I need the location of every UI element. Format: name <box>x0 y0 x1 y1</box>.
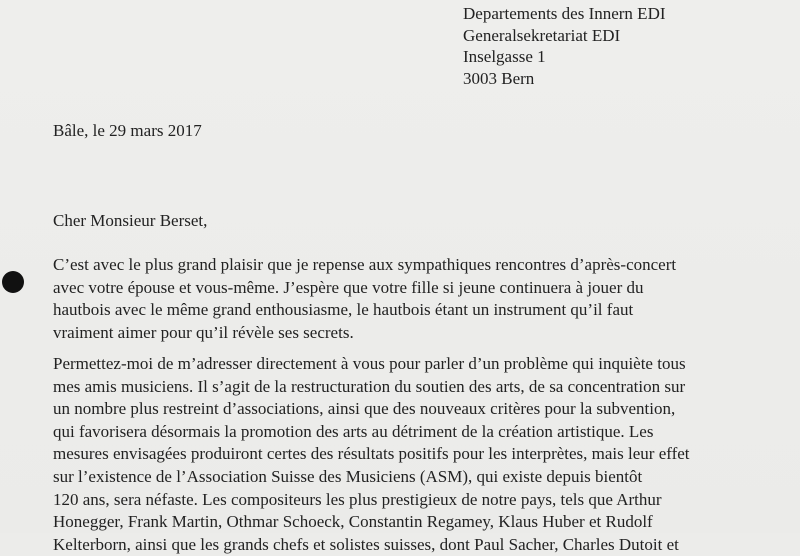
paragraph-2-line: mes amis musiciens. Il s’agit de la restructuration du soutien des arts, de sa concentration sur <box>53 376 686 396</box>
paragraph-1 <box>53 254 676 344</box>
recipient-line-secretariat: Generalsekretariat EDI <box>463 25 621 45</box>
recipient-address <box>463 3 666 89</box>
paragraph-2-line: Honegger, Frank Martin, Othmar Schoeck, Constantin Regamey, Klaus Huber et Rudolf <box>53 512 653 532</box>
paragraph-1-line: vraiment aimer pour qu’il révèle ses secrets. <box>53 322 354 342</box>
salutation: Cher Monsieur Berset, <box>53 211 208 230</box>
paragraph-2-line: mesures envisagées produiront certes des résultats positifs pour les interprètes, mais leur effet <box>53 444 690 464</box>
paragraph-2 <box>53 353 690 556</box>
paragraph-1-line: hautbois avec le même grand enthousiasme, le hautbois étant un instrument qu’il faut <box>53 300 634 320</box>
paragraph-2-line: Permettez-moi de m’adresser directement à vous pour parler d’un problème qui inquiète tous <box>53 354 686 373</box>
punch-hole-mark <box>2 271 24 293</box>
recipient-line-city: 3003 Bern <box>463 68 535 88</box>
paragraph-2-line: Kelterborn, ainsi que les grands chefs et solistes suisses, dont Paul Sacher, Charles Dutoit et <box>53 534 679 554</box>
paragraph-2-line: un nombre plus restreint d’associations, ainsi que des nouveaux critères pour la subvention, <box>53 399 676 419</box>
recipient-line-street: Inselgasse 1 <box>463 47 546 66</box>
paragraph-1-line: C’est avec le plus grand plaisir que je repense aux sympathiques rencontres d’après-concert <box>53 255 677 274</box>
paragraph-1-line: avec votre épouse et vous-même. J’espère que votre fille si jeune continuera à jouer du <box>53 277 644 297</box>
paragraph-2-line: 120 ans, sera néfaste. Les compositeurs les plus prestigieux de notre pays, tels que Arthur <box>53 489 662 509</box>
paragraph-2-line: qui favorisera désormais la promotion des arts au détriment de la création artistique. Les <box>53 421 654 441</box>
date-line: Bâle, le 29 mars 2017 <box>53 121 202 140</box>
paragraph-2-line: sur l’existence de l’Association Suisse des Musiciens (ASM), qui existe depuis bientôt <box>53 466 643 486</box>
recipient-line-department: Departements des Innern EDI <box>463 4 666 23</box>
